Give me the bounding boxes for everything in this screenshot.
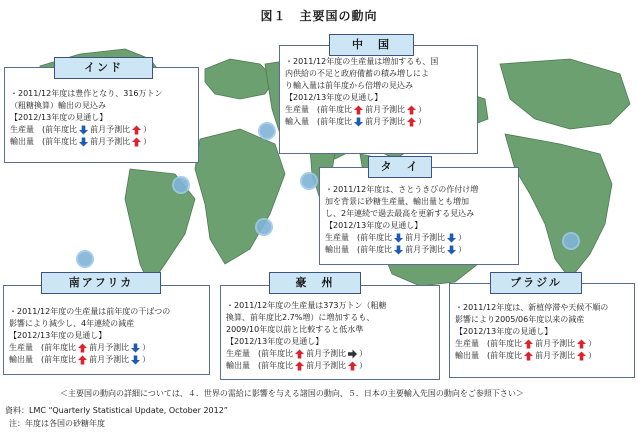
up-arrow-icon <box>407 117 416 127</box>
china-box <box>279 45 478 154</box>
row-label: 生産量 (前年度比 <box>10 125 78 134</box>
brazil-label: ブラジル <box>490 272 582 294</box>
row-end: ） <box>143 125 152 134</box>
row-end: ） <box>142 355 151 364</box>
row-label: 生産量 (前年度比 <box>285 105 353 114</box>
row-label: 生産量 (前年度比 <box>325 233 393 242</box>
up-arrow-icon <box>354 105 363 115</box>
row-end: ） <box>588 339 597 348</box>
row-mid-label: 前月予測比 <box>90 125 131 134</box>
down-arrow-icon <box>394 245 403 255</box>
down-arrow-icon <box>79 137 88 147</box>
thailand-row-0 <box>325 232 513 244</box>
down-arrow-icon <box>394 233 403 243</box>
row-label: 生産量 (前年度比 <box>9 343 77 352</box>
up-arrow-icon <box>524 351 533 361</box>
china-row-1 <box>285 116 472 128</box>
down-arrow-icon <box>447 233 456 243</box>
up-arrow-icon <box>407 105 416 115</box>
row-mid-label: 前月予測比 <box>405 233 446 242</box>
down-arrow-icon <box>131 343 140 353</box>
india-text: ・2011/12年度は豊作となり、316万トン （粗糖換算）輸出の見込み <box>10 89 163 110</box>
row-mid-label: 前月予測比 <box>89 343 130 352</box>
row-end: ） <box>458 245 467 254</box>
australia-row-1 <box>226 360 434 372</box>
figure-title: 図１ 主要国の動向 <box>260 9 378 23</box>
south-africa-row-0 <box>9 342 204 354</box>
flat-arrow-icon <box>348 349 357 359</box>
india-box <box>4 67 199 163</box>
china-label: 中 国 <box>329 34 414 56</box>
row-label: 輸入量 (前年度比 <box>285 117 353 126</box>
row-mid-label: 前月予測比 <box>365 117 406 126</box>
marker-australia <box>255 218 273 236</box>
row-mid-label: 前月予測比 <box>90 137 131 146</box>
china-outlook: 【2012/13年度の見通し】 <box>285 93 383 102</box>
row-mid-label: 前月予測比 <box>405 245 446 254</box>
south-africa-label: 南アフリカ <box>41 272 161 294</box>
row-label: 輸出量 (前年度比 <box>9 355 77 364</box>
south-africa-text: ・2011/12年度の生産量は前年度の干ばつの 影響により減少し、4年連続の減産 <box>9 307 171 328</box>
down-arrow-icon <box>79 125 88 135</box>
brazil-row-1 <box>455 350 629 362</box>
row-mid-label: 前月予測比 <box>535 351 576 360</box>
up-arrow-icon <box>348 361 357 371</box>
row-end: ） <box>418 117 427 126</box>
south-africa-outlook: 【2012/13年度の見通し】 <box>9 331 107 340</box>
brazil-box <box>449 283 635 378</box>
row-mid-label: 前月予測比 <box>306 361 347 370</box>
up-arrow-icon <box>295 349 304 359</box>
australia-text: ・2011/12年度の生産量は373万トン（粗糖 換算、前年度比2.7%増）に増加するも、 2009/10年度以前と比較すると低水準 <box>226 301 387 334</box>
row-label: 輸出量 (前年度比 <box>325 245 393 254</box>
up-arrow-icon <box>577 339 586 349</box>
up-arrow-icon <box>132 125 141 135</box>
row-label: 生産量 (前年度比 <box>455 339 523 348</box>
row-end: ） <box>588 351 597 360</box>
australia-row-0 <box>226 348 434 360</box>
india-label: インド <box>54 57 153 79</box>
australia-outlook: 【2012/13年度の見通し】 <box>226 337 324 346</box>
india-row-0 <box>10 124 193 136</box>
south-africa-box <box>3 285 210 375</box>
row-label: 輸出量 (前年度比 <box>10 137 78 146</box>
up-arrow-icon <box>524 339 533 349</box>
marker-south-africa <box>76 250 94 268</box>
row-mid-label: 前月予測比 <box>535 339 576 348</box>
thailand-label: タ イ <box>368 156 432 178</box>
up-arrow-icon <box>295 361 304 371</box>
marker-brazil <box>562 232 580 250</box>
row-label: 輸出量 (前年度比 <box>455 351 523 360</box>
down-arrow-icon <box>131 355 140 365</box>
marker-thailand <box>300 172 318 190</box>
up-arrow-icon <box>577 351 586 361</box>
row-mid-label: 前月予測比 <box>89 355 130 364</box>
australia-box <box>220 285 440 380</box>
india-row-1 <box>10 136 193 148</box>
china-row-0 <box>285 104 472 116</box>
row-label: 輸出量 (前年度比 <box>226 361 294 370</box>
row-end: ） <box>142 343 151 352</box>
marker-india <box>172 176 190 194</box>
brazil-row-0 <box>455 338 629 350</box>
brazil-text: ・2011/12年度は、新植停滞や天候不順の 影響により2005/06年度以来の減産 <box>455 303 609 324</box>
marker-china <box>258 122 276 140</box>
row-end: ） <box>458 233 467 242</box>
row-label: 生産量 (前年度比 <box>226 349 294 358</box>
down-arrow-icon <box>447 245 456 255</box>
up-arrow-icon <box>132 137 141 147</box>
row-mid-label: 前月予測比 <box>306 349 347 358</box>
down-arrow-icon <box>354 117 363 127</box>
row-end: ） <box>359 361 368 370</box>
brazil-outlook: 【2012/13年度の見通し】 <box>455 327 553 336</box>
up-arrow-icon <box>78 343 87 353</box>
up-arrow-icon <box>78 355 87 365</box>
india-outlook: 【2012/13年度の見通し】 <box>10 113 108 122</box>
row-mid-label: 前月予測比 <box>365 105 406 114</box>
australia-label: 豪 州 <box>269 272 361 294</box>
thailand-box <box>319 167 519 265</box>
footer-note: ＜主要国の動向の詳細については、４．世界の需給に影響を与える諸国の動向、５．日本の主要輸入先国の動向をご参照下さい＞ <box>60 389 524 398</box>
footer-note-fiscal-year: 注：年度は各国の砂糖年度 <box>9 419 105 428</box>
row-end: ） <box>359 349 368 358</box>
thailand-text: ・2011/12年度は、さとうきびの作付け増 加を背景に砂糖生産量、輸出量とも増加 し、2年連続で過去最高を更新する見込み <box>325 185 479 218</box>
row-end: ） <box>418 105 427 114</box>
south-africa-row-1 <box>9 354 204 366</box>
footer-source: 資料：LMC “Quarterly Statistical Update, October 2012” <box>5 406 228 415</box>
thailand-row-1 <box>325 244 513 256</box>
china-text: ・2011/12年度の生産量は増加するも、国 内供給の不足と政府備蓄の積み増しによ り輸入量は前年度から倍増の見込み <box>285 57 439 90</box>
thailand-outlook: 【2012/13年度の見通し】 <box>325 221 423 230</box>
row-end: ） <box>143 137 152 146</box>
